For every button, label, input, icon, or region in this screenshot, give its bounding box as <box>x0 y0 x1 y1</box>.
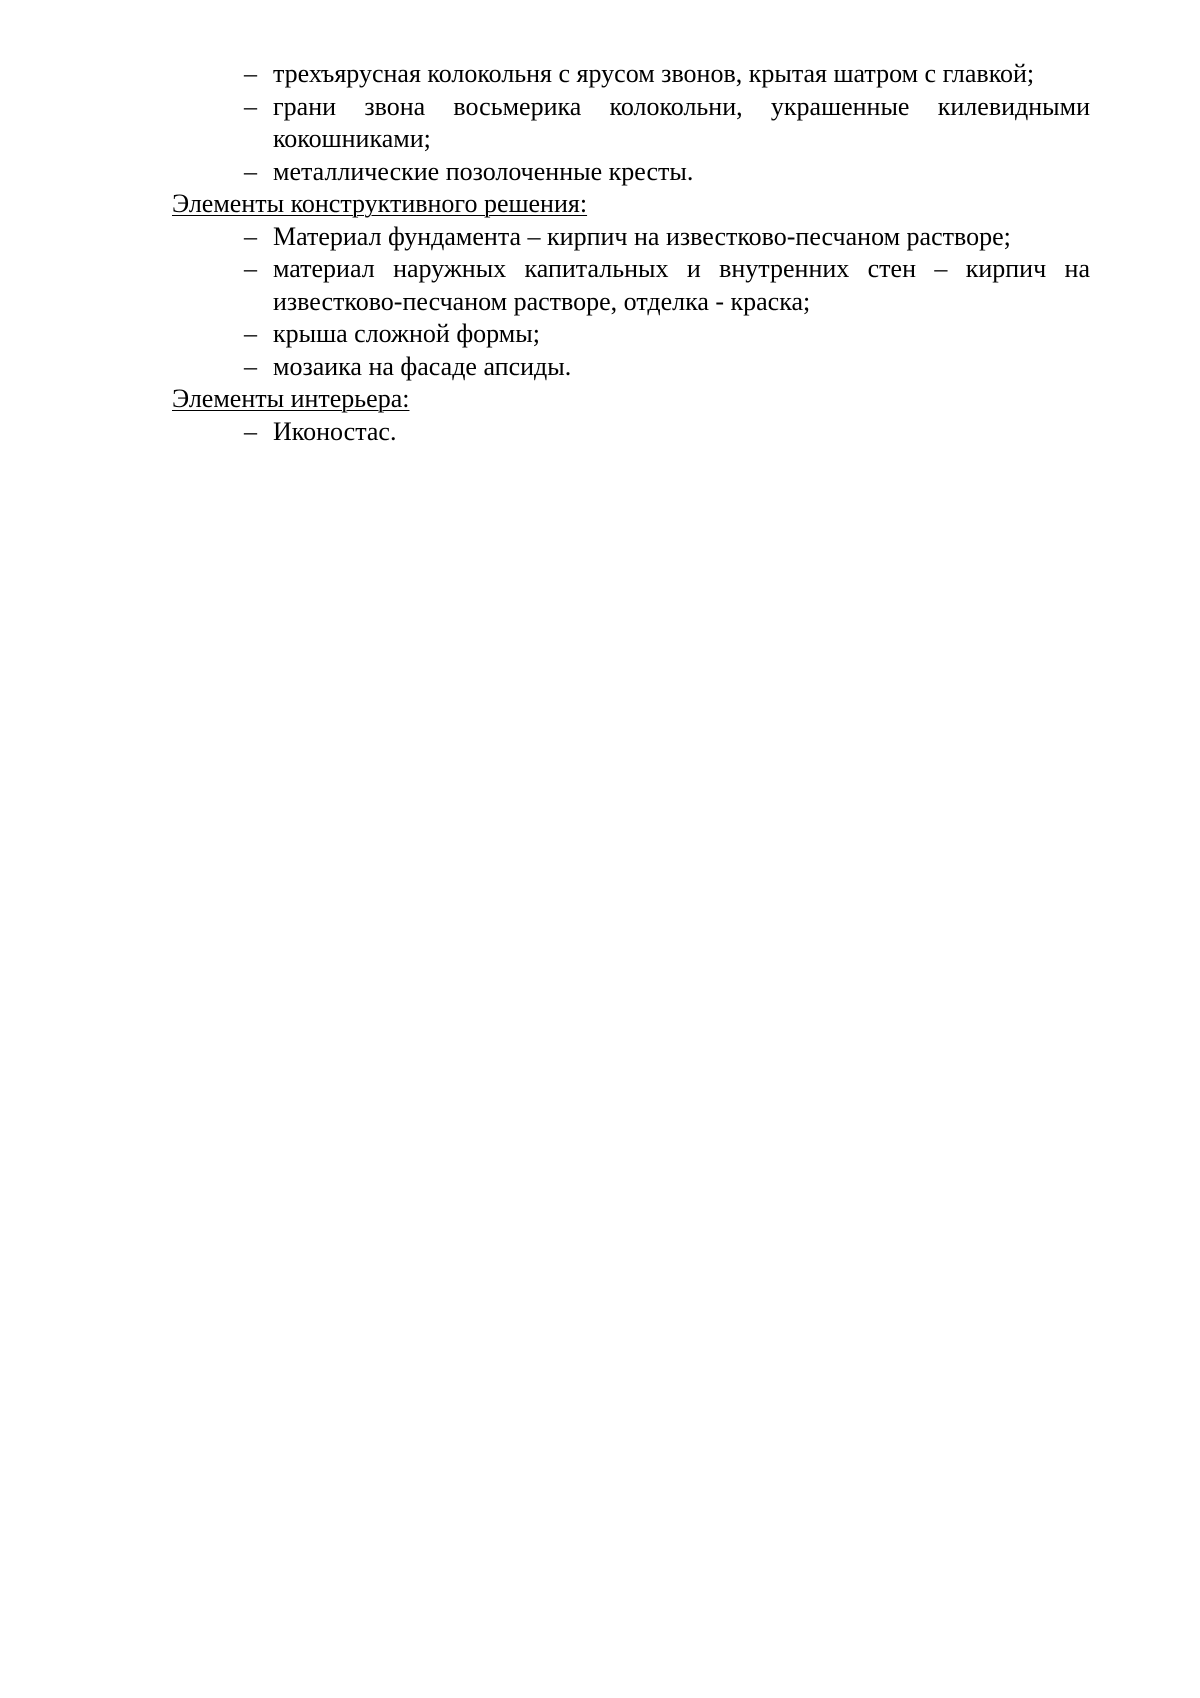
dash-bullet: – <box>244 351 257 381</box>
dash-bullet: – <box>244 416 257 446</box>
section-interior-elements <box>172 383 1090 448</box>
list-item <box>172 221 1090 254</box>
section-architectural-elements <box>172 58 1090 188</box>
dash-bullet: – <box>244 91 257 121</box>
list-item-text: грани звона восьмерика колокольни, украшенные килевидными кокошниками; <box>273 91 1090 153</box>
architectural-elements-list <box>172 58 1090 188</box>
section-heading: Элементы интерьера: <box>172 384 410 413</box>
dash-bullet: – <box>244 254 257 283</box>
dash-bullet: – <box>244 156 257 186</box>
document-body <box>172 58 1090 448</box>
list-item-text: трехъярусная колокольня с ярусом звонов, крытая шатром с главкой; <box>273 59 1035 88</box>
list-item-text: мозаика на фасаде апсиды. <box>273 351 572 381</box>
list-item <box>172 318 1090 351</box>
structural-elements-list <box>172 221 1090 384</box>
list-item-text: металлические позолоченные кресты. <box>273 156 694 186</box>
list-item-text: Иконостас. <box>273 416 397 446</box>
list-item-text: Материал фундамента – кирпич на известково-песчаном растворе; <box>273 221 1011 251</box>
list-item <box>172 253 1090 318</box>
list-item <box>172 351 1090 384</box>
list-item <box>172 156 1090 189</box>
section-structural-elements <box>172 188 1090 383</box>
list-item <box>172 91 1090 156</box>
list-item <box>172 58 1090 91</box>
list-item <box>172 416 1090 449</box>
dash-bullet: – <box>244 221 257 251</box>
dash-bullet: – <box>244 319 257 348</box>
section-heading: Элементы конструктивного решения: <box>172 189 588 218</box>
dash-bullet: – <box>244 59 257 88</box>
interior-elements-list <box>172 416 1090 449</box>
list-item-text: материал наружных капитальных и внутренних стен – кирпич на известково-песчаном растворе, отделка - краска; <box>273 254 1090 316</box>
list-item-text: крыша сложной формы; <box>273 319 540 348</box>
